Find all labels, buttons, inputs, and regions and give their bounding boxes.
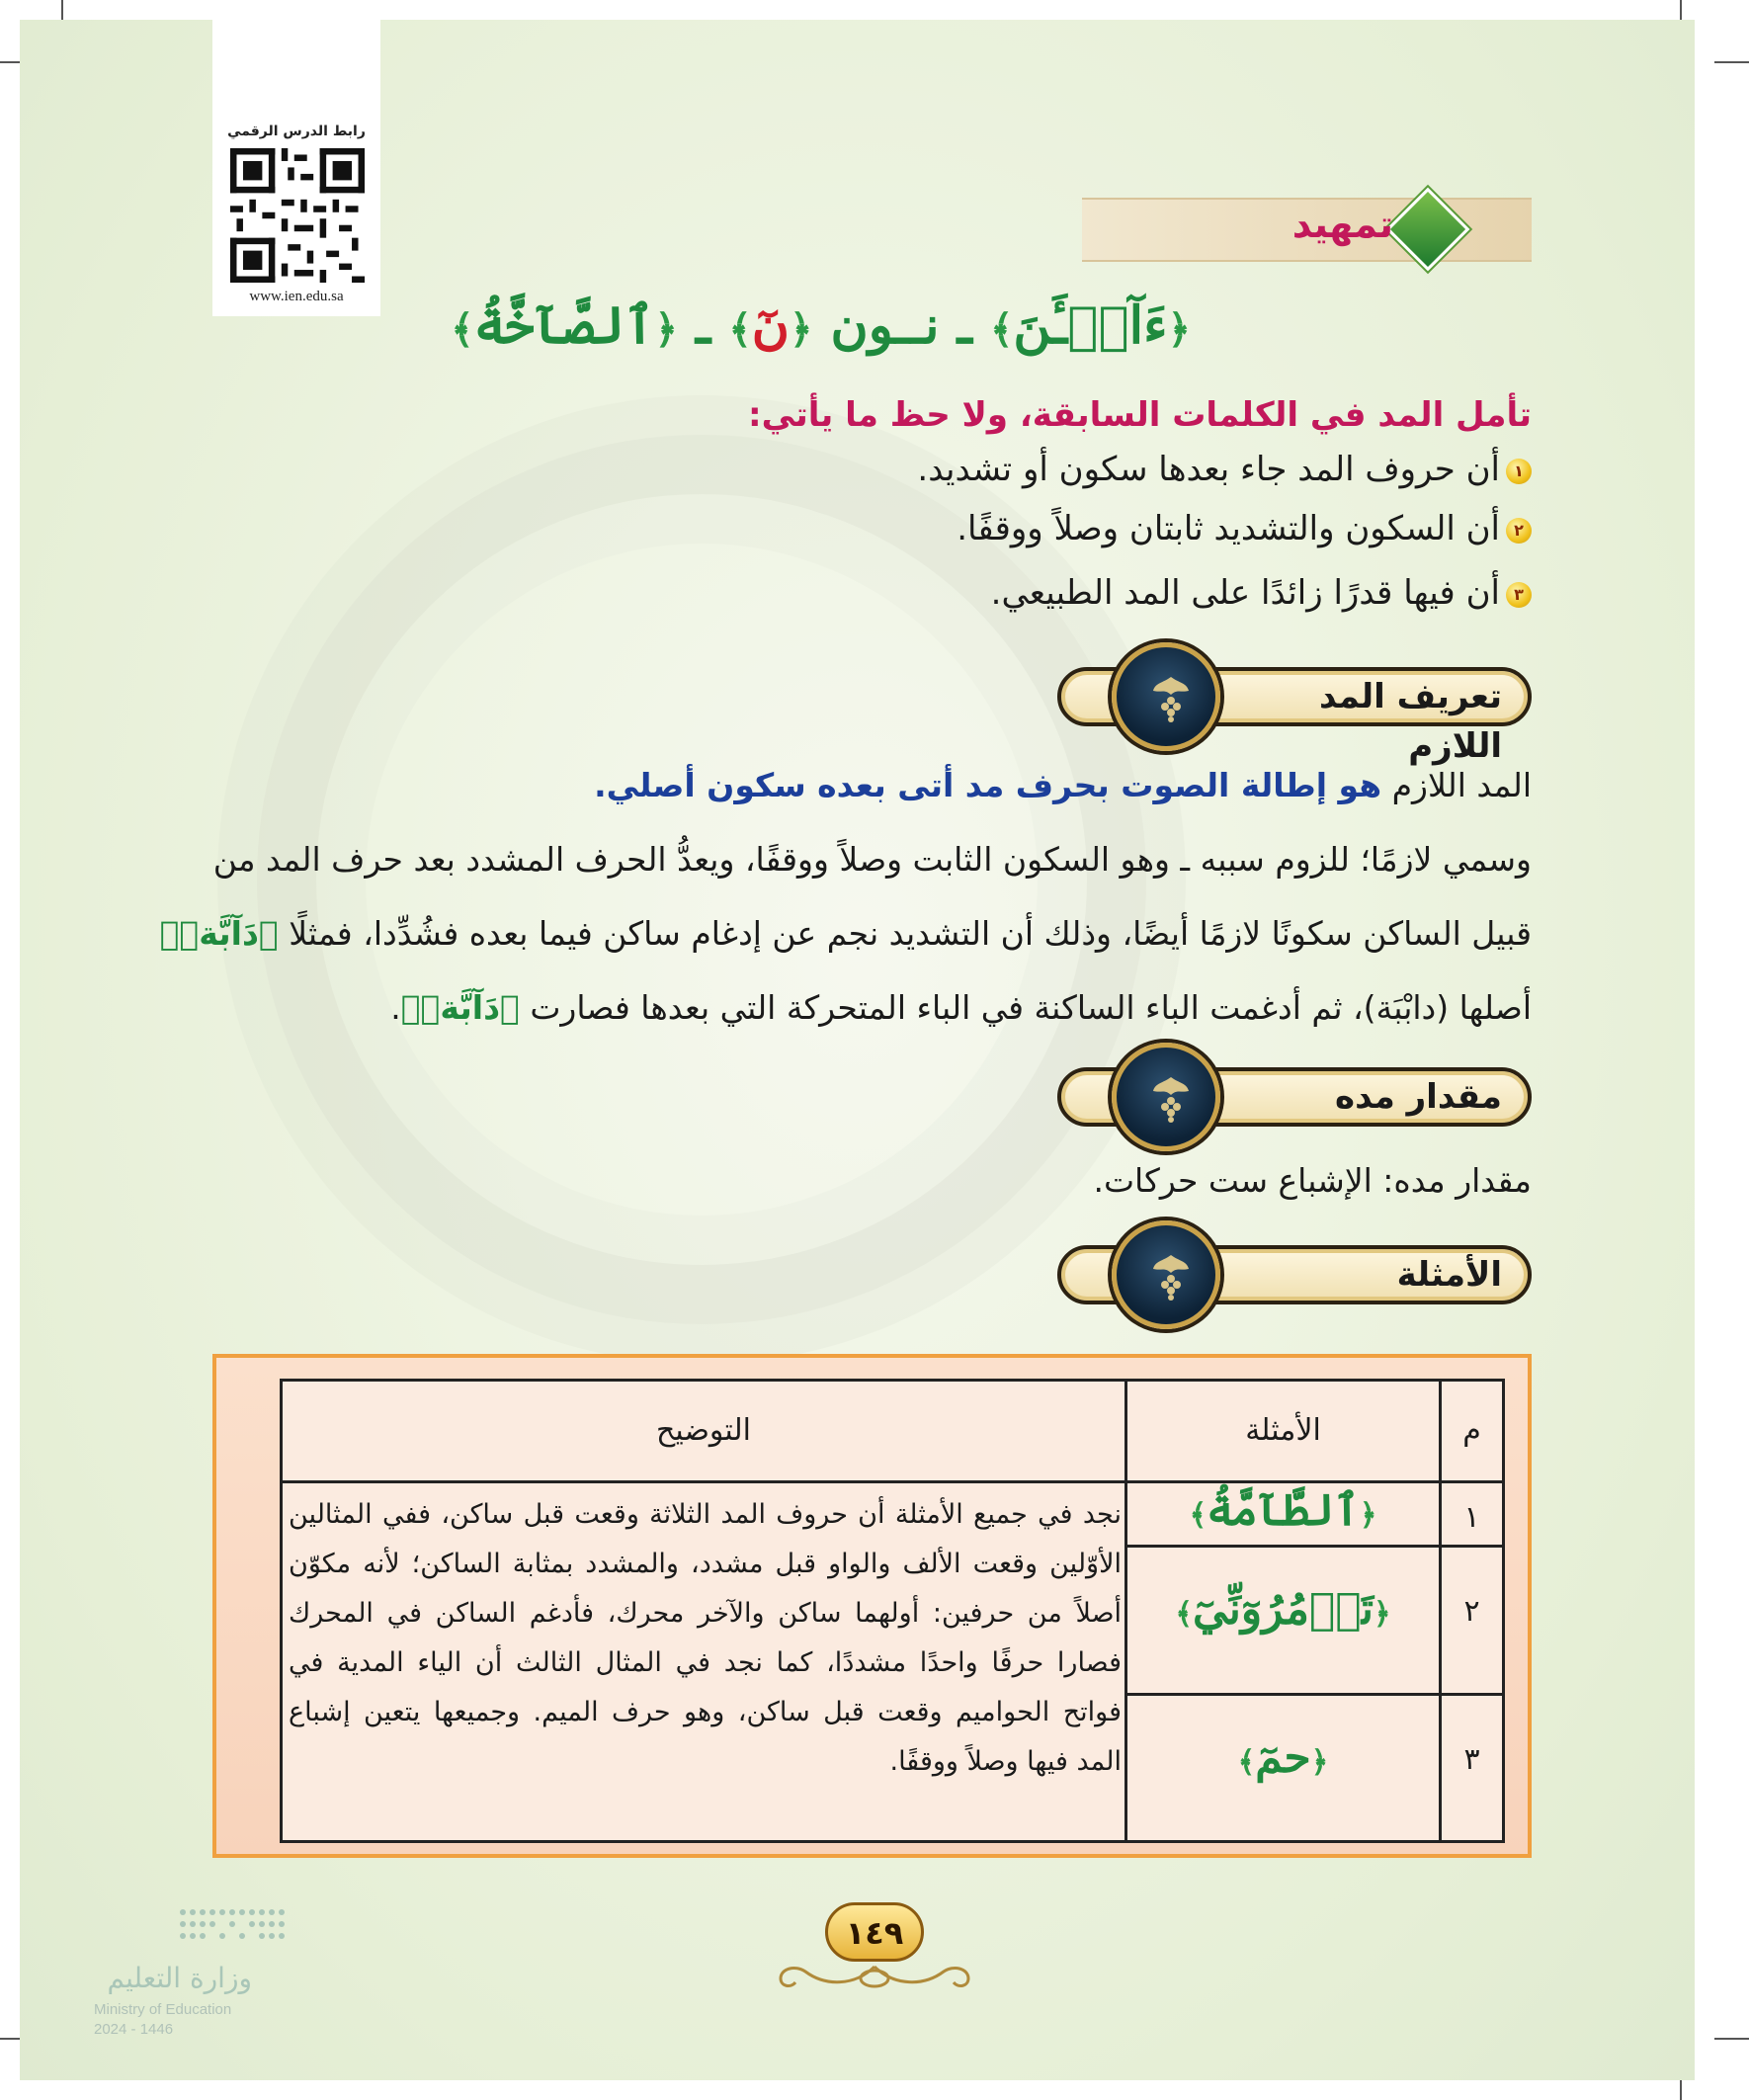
scroll-ornament-icon: [766, 1957, 983, 1996]
header-num: م: [1462, 1413, 1481, 1448]
quran-word: ٱلصَّآخَّةُ: [473, 295, 655, 356]
quran-word: ﴿دَآبَّةٖ﴾: [400, 988, 520, 1027]
ornament-icon: ﴿: [789, 306, 813, 353]
section-title: مقدار مده: [1335, 1077, 1502, 1117]
quran-words-line: [400, 287, 1191, 370]
qr-url[interactable]: www.ien.edu.sa: [249, 289, 344, 304]
page-number: ١٤٩: [825, 1902, 924, 1962]
section-title: تعريف المد اللازم: [1318, 677, 1502, 766]
definition-line: أصلها (دابْبَة)، ثم أدغمت الباء الساكنة في الباء المتحركة التي بعدها فصارت ﴿دَآبَّةٖ﴾.: [390, 988, 1532, 1027]
explanation-text: نجد في جميع الأمثلة أن حروف المد الثلاثة وقعت قبل ساكن، ففي المثالين الأوّلين وقعت الألف والواو قبل مشدد، والمشدد بمثابة الساكن؛ لأنه مكوّن أصلاً من حرفين: أولهما ساكن والآخر محرك، فأدغم الساكن في المحرك فصارا حرفًا واحدًا مشددًا، كما نجد في المثال الثالث أن الياء المدية في فواتح الحواميم وقعت قبل ساكن، وهو حرف الميم. وجميعها يتعين إشباع المد فيها وصلاً ووقفًا.: [289, 1499, 1122, 1777]
intro-heading: تمهيد: [1291, 203, 1393, 246]
examples-header: [1057, 1220, 1532, 1329]
definition-text: أصلها (دابْبَة)، ثم أدغمت الباء الساكنة في الباء المتحركة التي بعدها فصارت: [530, 988, 1532, 1027]
definition-line: [159, 914, 1532, 953]
crop-mark: [1680, 2080, 1682, 2100]
row-num: ١: [1463, 1500, 1480, 1535]
section-medallion: [1112, 642, 1220, 751]
point-item: [494, 509, 1532, 548]
qr-code-icon[interactable]: [230, 148, 365, 283]
section-medallion: [1112, 1220, 1220, 1329]
separator: ـ: [696, 295, 711, 356]
point-text: أن السكون والتشديد ثابتان وصلاً ووقفًا.: [957, 509, 1500, 548]
instruction: تأمل المد في الكلمات السابقة، ولا حظ ما يأتي:: [748, 395, 1532, 435]
definition-header: [1057, 642, 1532, 766]
definition-line: المد اللازم هو إطالة الصوت بحرف مد أتى بعده سكون أصلي.: [594, 766, 1532, 804]
ornament-icon: ﴿: [1167, 306, 1191, 353]
definition-line: وسمي لازمًا؛ للزوم سببه ـ وهو السكون الثابت وصلاً ووقفًا، ويعدُّ الحرف المشدد بعد حرف المد من: [212, 840, 1532, 879]
grape-leaf-icon: [1149, 1075, 1193, 1125]
definition-text: قبيل الساكن سكونًا لازمًا أيضًا، وذلك أن التشديد نجم عن إدغام ساكن فيما بعده فشُدِّدا، فمثلًا: [289, 914, 1532, 953]
ornament-icon: ﴾: [728, 306, 752, 353]
page-number-block: [766, 1902, 983, 2001]
point-number-badge: ١: [1506, 459, 1532, 484]
section-title: الأمثلة: [1396, 1255, 1502, 1295]
row-num: ٣: [1463, 1742, 1480, 1777]
ministry-dots-icon: [173, 1902, 292, 1952]
ministry-year: 2024 - 1446: [94, 2021, 174, 2038]
quran-word: نــون: [830, 295, 940, 356]
header-explanation: التوضيح: [656, 1413, 751, 1448]
row-divider: [283, 1480, 1502, 1483]
point-text: أن حروف المد جاء بعدها سكون أو تشديد.: [917, 450, 1500, 489]
point-number-badge: ٢: [1506, 518, 1532, 544]
quran-word: ءَآلۡـَٔنَ: [1013, 295, 1168, 356]
point-item: [494, 573, 1532, 613]
section-medallion: [1112, 1043, 1220, 1151]
row-divider: [1124, 1693, 1502, 1696]
ornament-icon: ﴾: [451, 306, 474, 353]
definition-highlight: هو إطالة الصوت بحرف مد أتى بعده سكون أصلي: [606, 766, 1382, 804]
qr-panel: [212, 0, 380, 316]
separator: ـ: [957, 295, 972, 356]
definition-lead: المد اللازم: [1391, 766, 1532, 804]
measure-text: مقدار مده: الإشباع ست حركات.: [1093, 1161, 1532, 1200]
grape-leaf-icon: [1149, 1253, 1193, 1302]
crop-mark: [61, 0, 63, 20]
crop-mark: [1714, 61, 1749, 63]
qr-title: رابط الدرس الرقمي: [227, 124, 366, 139]
crop-mark: [0, 61, 20, 63]
ornament-icon: ﴾: [989, 306, 1014, 353]
ornament-icon: ﴿: [654, 306, 678, 353]
crop-mark: [1680, 0, 1682, 20]
crop-mark: [1714, 2038, 1749, 2040]
grape-leaf-icon: [1149, 675, 1193, 724]
example-word: ﴿تَأۡمُرُوٓنِّيٓ﴾: [1175, 1584, 1391, 1635]
row-num: ٢: [1463, 1594, 1480, 1629]
quran-word: ﴿دَآبَّةٖ﴾: [159, 914, 279, 953]
measure-header: [1057, 1043, 1532, 1151]
point-number-badge: ٣: [1506, 582, 1532, 608]
ministry-logo: [94, 1902, 292, 2051]
quran-word: نٓ: [751, 295, 790, 356]
crop-mark: [0, 2038, 20, 2040]
ministry-name-en: Ministry of Education: [94, 2001, 232, 2018]
row-divider: [1124, 1545, 1502, 1548]
ministry-name-ar: وزارة التعليم: [107, 1962, 252, 1994]
point-item: [494, 450, 1532, 489]
example-word: ﴿ٱلطَّآمَّةُ﴾: [1189, 1485, 1377, 1536]
examples-table: [280, 1379, 1505, 1843]
example-word: ﴿حمٓ﴾: [1237, 1732, 1329, 1783]
header-example: الأمثلة: [1245, 1413, 1321, 1448]
point-text: أن فيها قدرًا زائدًا على المد الطبيعي.: [990, 573, 1500, 613]
